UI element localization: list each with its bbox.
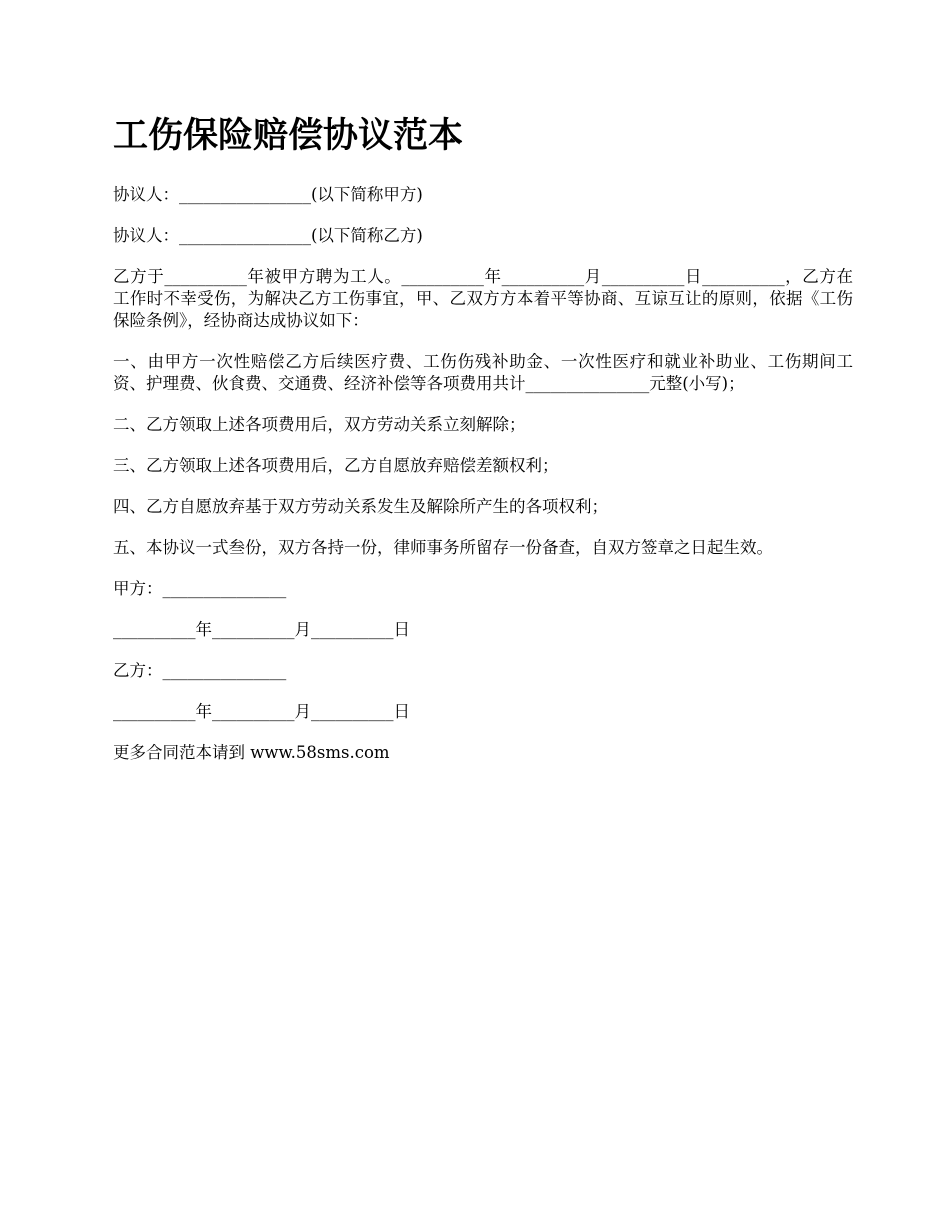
clause-4: 四、乙方自愿放弃基于双方劳动关系发生及解除所产生的各项权利； — [113, 497, 608, 516]
party-b-line: 协议人：________________(以下简称乙方) — [113, 226, 423, 245]
clause-3: 三、乙方领取上述各项费用后，乙方自愿放弃赔偿差额权利； — [113, 456, 559, 475]
document-title: 工伤保险赔偿协议范本 — [113, 115, 464, 156]
party-b-date: __________年__________月__________日 — [113, 702, 410, 721]
party-b-signature: 乙方：_______________ — [113, 661, 287, 680]
footer-note: 更多合同范本请到 www.58sms.com — [113, 743, 390, 762]
preamble-paragraph: 乙方于__________年被甲方聘为工人。__________年__________月__________日__________，乙方在工作时不幸受伤，为解决乙方工伤事宜，甲、乙双方方本着平等协商、互谅互让的原则，依据《工伤保险条例》，经协商达成协议如下： — [113, 267, 853, 330]
clause-2: 二、乙方领取上述各项费用后，双方劳动关系立刻解除； — [113, 415, 526, 434]
clause-1: 一、由甲方一次性赔偿乙方后续医疗费、工伤伤残补助金、一次性医疗和就业补助业、工伤期间工资、护理费、伙食费、交通费、经济补偿等各项费用共计_______________元整(小写)； — [113, 352, 853, 393]
clause-5: 五、本协议一式叁份，双方各持一份，律师事务所留存一份备查，自双方签章之日起生效。 — [113, 538, 773, 557]
party-a-date: __________年__________月__________日 — [113, 620, 410, 639]
document-page — [113, 110, 853, 783]
party-a-signature: 甲方：_______________ — [113, 579, 287, 598]
party-a-line: 协议人：________________(以下简称甲方) — [113, 185, 423, 204]
